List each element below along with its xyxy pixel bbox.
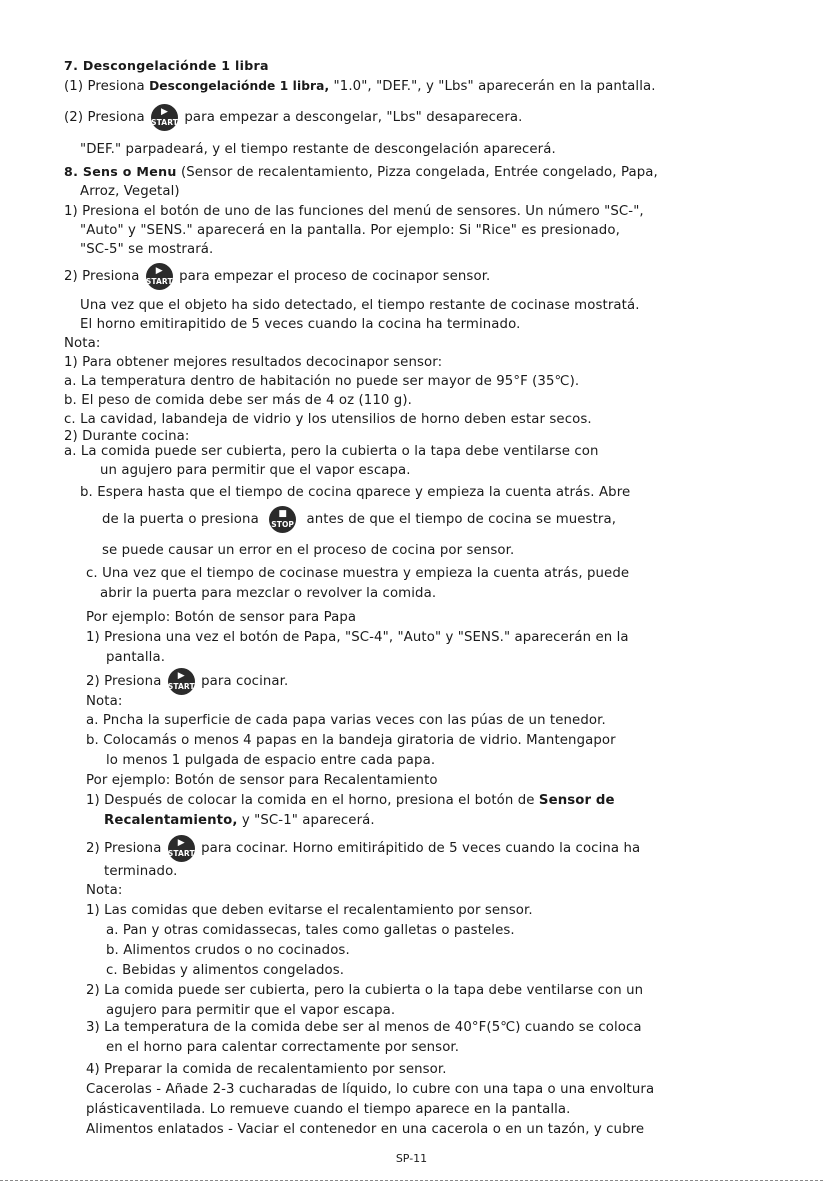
note-item-cont: b. Alimentos crudos o no cocinados. bbox=[106, 943, 350, 958]
start-button-icon: ▶ START bbox=[151, 104, 178, 131]
note-item-cont: c. Bebidas y alimentos congelados. bbox=[106, 963, 345, 978]
step-2-cont: Una vez que el objeto ha sido detectado, el tiempo restante de cocinase mostratá. bbox=[80, 298, 640, 313]
text-segment: (1) Presiona bbox=[64, 79, 150, 94]
text-segment: y "SC-1" aparecerá. bbox=[237, 813, 375, 828]
play-icon: ▶ bbox=[177, 670, 185, 681]
note-item: 3) La temperatura de la comida debe ser al menos de 40°F(5℃) cuando se coloca bbox=[86, 1020, 642, 1035]
start-button-icon: ▶ START bbox=[168, 835, 195, 862]
example-step-cont: terminado. bbox=[104, 864, 178, 879]
note-item: a. Pncha la superficie de cada papa varias veces con las púas de un tenedor. bbox=[86, 713, 606, 728]
note-item-cont: abrir la puerta para mezclar o revolver la comida. bbox=[100, 586, 437, 601]
example-step bbox=[86, 792, 615, 810]
example-step-cont bbox=[104, 812, 375, 830]
note-item: Alimentos enlatados - Vaciar el contenedor en una cacerola o en un tazón, y cubre bbox=[86, 1122, 645, 1137]
example-step bbox=[86, 670, 289, 691]
note-label: Nota: bbox=[86, 694, 123, 709]
note-item-cont: un agujero para permitir que el vapor escapa. bbox=[100, 463, 411, 478]
section-8-heading-cont: Arroz, Vegetal) bbox=[80, 184, 180, 199]
note-item: 4) Preparar la comida de recalentamiento por sensor. bbox=[86, 1062, 447, 1077]
example-step bbox=[86, 837, 641, 858]
note-item: Cacerolas - Añade 2-3 cucharadas de líquido, lo cubre con una tapa o una envoltura bbox=[86, 1082, 655, 1097]
play-icon: ▶ bbox=[177, 837, 185, 848]
text-segment: 2) Presiona bbox=[64, 269, 144, 284]
section-8-title: 8. Sens o Menu bbox=[64, 164, 177, 179]
step-1-cont: "Auto" y "SENS." aparecerá en la pantalla. Por ejemplo: Si "Rice" es presionado, bbox=[80, 223, 620, 238]
section-7-heading: 7. Descongelaciónde 1 libra bbox=[64, 58, 269, 73]
note-item: b. Colocamás o menos 4 papas en la bandeja giratoria de vidrio. Mantengapor bbox=[86, 733, 616, 748]
note-item: b. Espera hasta que el tiempo de cocina qparece y empieza la cuenta atrás. Abre bbox=[80, 485, 631, 500]
step-2 bbox=[64, 265, 491, 286]
text-segment: para empezar a descongelar, "Lbs" desaparecera. bbox=[180, 110, 523, 125]
section-8-heading bbox=[64, 163, 658, 182]
text-segment: para cocinar. Horno emitirápitido de 5 veces cuando la cocina ha bbox=[196, 841, 641, 856]
note-item-cont: plásticaventilada. Lo remueve cuando el tiempo aparece en la pantalla. bbox=[86, 1102, 571, 1117]
divider bbox=[0, 1180, 823, 1181]
text-segment: 1) Después de colocar la comida en el horno, presiona el botón de bbox=[86, 793, 539, 808]
step-1-cont: "SC-5" se mostrará. bbox=[80, 242, 214, 257]
note-item-cont bbox=[102, 508, 617, 529]
text-segment: (2) Presiona bbox=[64, 110, 150, 125]
note-item: b. El peso de comida debe ser más de 4 oz (110 g). bbox=[64, 393, 412, 408]
example-heading: Por ejemplo: Botón de sensor para Recalentamiento bbox=[86, 773, 438, 788]
note-item: 2) La comida puede ser cubierta, pero la cubierta o la tapa debe ventilarse con un bbox=[86, 983, 644, 998]
note-label: Nota: bbox=[86, 883, 123, 898]
note-item: 1) Para obtener mejores resultados decocinapor sensor: bbox=[64, 355, 443, 370]
example-step-cont: pantalla. bbox=[106, 650, 166, 665]
text-segment: antes de que el tiempo de cocina se muestra, bbox=[302, 512, 617, 527]
section-7-line-3: "DEF." parpadeará, y el tiempo restante de descongelación aparecerá. bbox=[80, 142, 556, 157]
note-label: Nota: bbox=[64, 336, 101, 351]
play-icon: ▶ bbox=[155, 265, 163, 276]
note-item-cont: se puede causar un error en el proceso de cocina por sensor. bbox=[102, 543, 515, 558]
note-item: 2) Durante cocina: bbox=[64, 429, 190, 444]
bold-term: Recalentamiento, bbox=[104, 813, 238, 828]
note-item: c. Una vez que el tiempo de cocinase muestra y empieza la cuenta atrás, puede bbox=[86, 566, 630, 581]
note-item: a. La temperatura dentro de habitación no puede ser mayor de 95°F (35℃). bbox=[64, 374, 580, 389]
example-step: 1) Presiona una vez el botón de Papa, "SC-4", "Auto" y "SENS." aparecerán en la bbox=[86, 630, 629, 645]
step-1: 1) Presiona el botón de uno de las funciones del menú de sensores. Un número "SC-", bbox=[64, 204, 644, 219]
stop-button-icon: ■ STOP bbox=[269, 506, 296, 533]
text-segment: (Sensor de recalentamiento, Pizza congelada, Entrée congelado, Papa, bbox=[176, 165, 658, 180]
page-number: SP-11 bbox=[395, 1152, 428, 1165]
text-segment: de la puerta o presiona bbox=[102, 512, 264, 527]
bold-term: Descongelaciónde 1 libra, bbox=[149, 79, 330, 93]
text-segment: 2) Presiona bbox=[86, 674, 166, 689]
example-heading: Por ejemplo: Botón de sensor para Papa bbox=[86, 610, 357, 625]
stop-icon: ■ bbox=[278, 508, 287, 519]
section-7-line-2 bbox=[64, 106, 523, 127]
note-item: 1) Las comidas que deben evitarse el recalentamiento por sensor. bbox=[86, 903, 533, 918]
note-item-cont: agujero para permitir que el vapor escapa. bbox=[106, 1003, 396, 1018]
text-segment: para cocinar. bbox=[196, 674, 289, 689]
bold-term: Sensor de bbox=[538, 793, 615, 808]
note-item-cont: en el horno para calentar correctamente por sensor. bbox=[106, 1040, 460, 1055]
text-segment: para empezar el proceso de cocinapor sensor. bbox=[174, 269, 491, 284]
note-item: c. La cavidad, labandeja de vidrio y los utensilios de horno deben estar secos. bbox=[64, 412, 592, 427]
text-segment: 2) Presiona bbox=[86, 841, 166, 856]
start-button-icon: ▶ START bbox=[146, 263, 173, 290]
section-7-line-1 bbox=[64, 77, 656, 96]
note-item-cont: a. Pan y otras comidassecas, tales como galletas o pasteles. bbox=[106, 923, 515, 938]
note-item: a. La comida puede ser cubierta, pero la cubierta o la tapa debe ventilarse con bbox=[64, 444, 599, 459]
play-icon: ▶ bbox=[161, 106, 169, 117]
note-item-cont: lo menos 1 pulgada de espacio entre cada papa. bbox=[106, 753, 436, 768]
step-2-cont: El horno emitirapitido de 5 veces cuando la cocina ha terminado. bbox=[80, 317, 521, 332]
start-button-icon: ▶ START bbox=[168, 668, 195, 695]
text-segment: "1.0", "DEF.", y "Lbs" aparecerán en la pantalla. bbox=[329, 79, 656, 94]
